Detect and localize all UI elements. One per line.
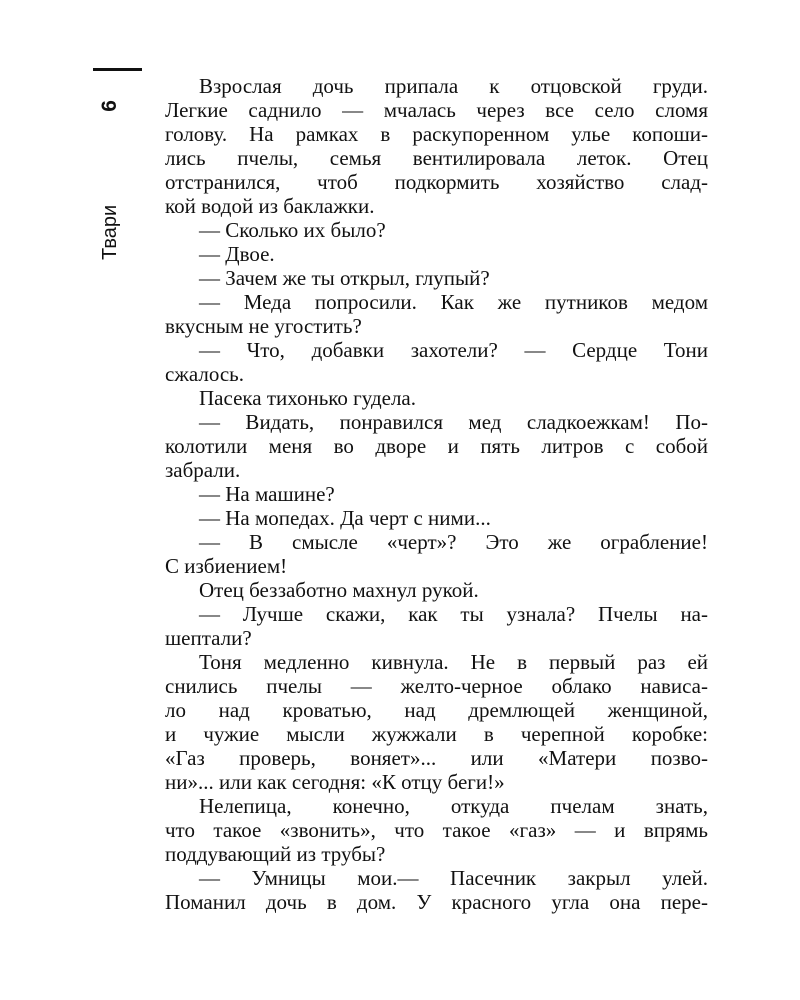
text-line: Легкие саднило — мчалась через все село сломя [165,98,708,122]
paragraph [165,338,708,386]
running-head [92,100,128,260]
paragraph [165,482,708,506]
book-title: Твари [99,204,121,260]
text-line: — Двое. [199,242,275,266]
paragraph [165,218,708,242]
text-line: забрали. [165,458,241,482]
text-line: вкусным не угостить? [165,314,362,338]
text-line: — Видать, понравился мед сладкоежкам! По- [199,410,708,434]
paragraph [165,794,708,866]
text-line: — Сколько их было? [199,218,386,242]
body-text [165,74,708,914]
text-line: — В смысле «черт»? Это же ограбление! [199,530,708,554]
text-line: — На мопедах. Да черт с ними... [199,506,491,530]
text-line: и чужие мысли жужжали в черепной коробке: [165,722,708,746]
paragraph [165,266,708,290]
paragraph [165,410,708,482]
paragraph [165,866,708,914]
text-line: «Газ проверь, воняет»... или «Матери позво- [165,746,708,770]
text-line: колотили меня во дворе и пять литров с собой [165,434,708,458]
text-line: Отец беззаботно махнул рукой. [199,578,479,602]
text-line: лись пчелы, семья вентилировала леток. Отец [165,146,708,170]
text-line: Нелепица, конечно, откуда пчелам знать, [199,794,708,818]
paragraph [165,578,708,602]
text-line: — Лучше скажи, как ты узнала? Пчелы на- [199,602,708,626]
text-line: — Зачем же ты открыл, глупый? [199,266,490,290]
page-number: 6 [98,100,121,112]
text-line: ни»... или как сегодня: «К отцу беги!» [165,770,505,794]
text-line: — Меда попросили. Как же путников медом [199,290,708,314]
paragraph [165,242,708,266]
paragraph [165,506,708,530]
text-line: кой водой из баклажки. [165,194,375,218]
text-line: С избиением! [165,554,288,578]
text-line: Тоня медленно кивнула. Не в первый раз ей [199,650,708,674]
text-line: Поманил дочь в дом. У красного угла она пере- [165,890,708,914]
text-line: шептали? [165,626,252,650]
text-line: Взрослая дочь припала к отцовской груди. [199,74,708,98]
text-line: поддувающий из трубы? [165,842,386,866]
paragraph [165,386,708,410]
text-line: Пасека тихонько гудела. [199,386,417,410]
header-rule [93,68,142,71]
text-line: — Что, добавки захотели? — Сердце Тони [199,338,708,362]
text-line: отстранился, чтоб подкормить хозяйство слад- [165,170,708,194]
paragraph [165,290,708,338]
text-line: что такое «звонить», что такое «газ» — и впрямь [165,818,708,842]
paragraph [165,74,708,218]
text-line: сжалось. [165,362,244,386]
text-line: — На машине? [199,482,335,506]
paragraph [165,602,708,650]
text-line: снились пчелы — желто-черное облако нависа- [165,674,708,698]
text-line: — Умницы мои.— Пасечник закрыл улей. [199,866,708,890]
text-line: голову. На рамках в раскупоренном улье копоши- [165,122,708,146]
paragraph [165,530,708,578]
text-line: ло над кроватью, над дремлющей женщиной, [165,698,708,722]
paragraph [165,650,708,794]
